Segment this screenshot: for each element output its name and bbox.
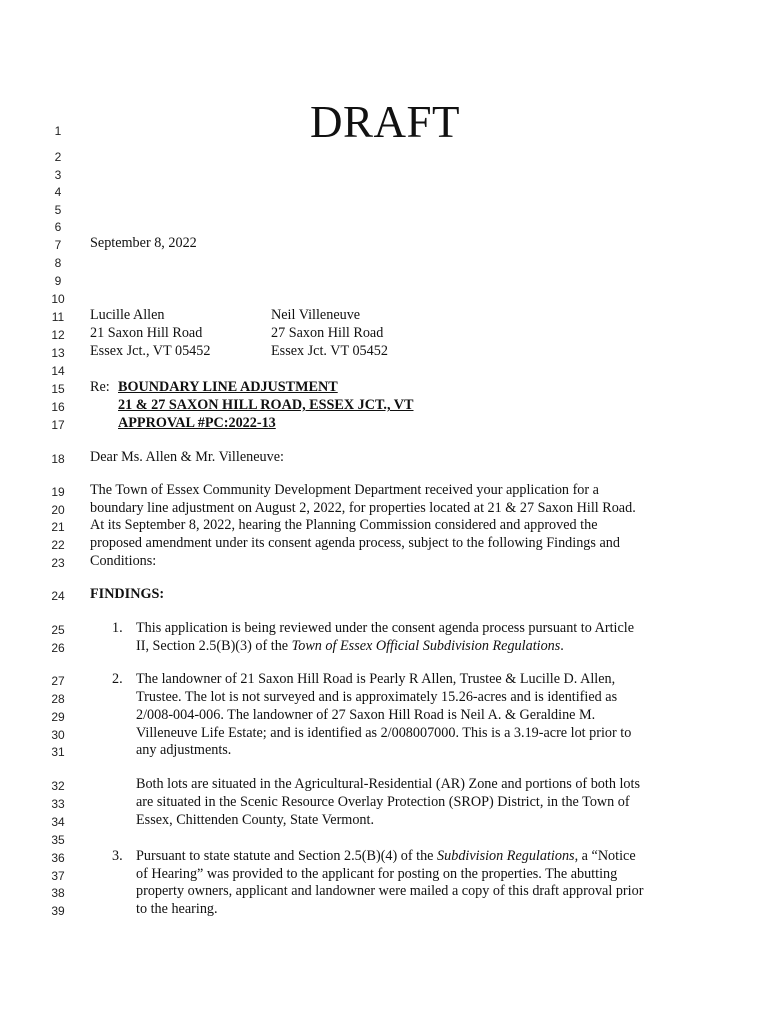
line-number: 10: [51, 292, 65, 306]
paragraph-line: are situated in the Scenic Resource Overlay Protection (SROP) District, in the Town of: [136, 794, 630, 810]
subject-line: 21 & 27 SAXON HILL ROAD, ESSEX JCT., VT: [118, 397, 414, 413]
paragraph-line: The landowner of 21 Saxon Hill Road is Pearly R Allen, Trustee & Lucille D. Allen,: [136, 671, 616, 687]
findings-heading: FINDINGS:: [90, 586, 165, 602]
line-number: 24: [51, 589, 65, 603]
paragraph-line: This application is being reviewed under the consent agenda process pursuant to Article: [136, 620, 634, 636]
line-number: 7: [54, 238, 62, 252]
recipient-street: 27 Saxon Hill Road: [271, 325, 384, 341]
subject-label: Re:: [90, 379, 110, 395]
line-number: 15: [51, 382, 65, 396]
line-number: 39: [51, 904, 65, 918]
line-number: 13: [51, 346, 65, 360]
line-number: 25: [51, 623, 65, 637]
line-number: 27: [51, 674, 65, 688]
regulation-title: Town of Essex Official Subdivision Regulations: [291, 638, 561, 654]
line-number: 35: [51, 833, 65, 847]
paragraph-line: of Hearing” was provided to the applicant for posting on the properties. The abutting: [136, 866, 618, 882]
line-number: 2: [54, 150, 62, 164]
regulation-title: Subdivision Regulations: [437, 848, 575, 864]
finding-number: 3.: [112, 848, 123, 864]
line-number: 33: [51, 797, 65, 811]
finding-number: 2.: [112, 671, 123, 687]
line-number: 21: [51, 520, 65, 534]
finding-number: 1.: [112, 620, 123, 636]
paragraph-line: Conditions:: [90, 553, 157, 569]
paragraph-line: 2/008-004-006. The landowner of 27 Saxon Hill Road is Neil A. & Geraldine M.: [136, 707, 596, 723]
line-number: 36: [51, 851, 65, 865]
line-number: 20: [51, 503, 65, 517]
paragraph-line: II, Section 2.5(B)(3) of the Town of Essex Official Subdivision Regulations.: [136, 638, 564, 654]
line-number: 17: [51, 418, 65, 432]
line-number: 30: [51, 728, 65, 742]
draft-heading: DRAFT: [310, 97, 461, 147]
paragraph-line: to the hearing.: [136, 901, 218, 917]
line-number: 3: [54, 168, 62, 182]
paragraph-line: The Town of Essex Community Development Department received your application for a: [90, 482, 599, 498]
paragraph-line: Trustee. The lot is not surveyed and is approximately 15.26-acres and is identified as: [136, 689, 618, 705]
paragraph-line: any adjustments.: [136, 742, 232, 758]
line-number: 12: [51, 328, 65, 342]
line-number: 18: [51, 452, 65, 466]
paragraph-line: proposed amendment under its consent agenda process, subject to the following Findings and: [90, 535, 620, 551]
line-number: 31: [51, 745, 65, 759]
recipient-city: Essex Jct. VT 05452: [271, 343, 388, 359]
paragraph-line: Pursuant to state statute and Section 2.5(B)(4) of the Subdivision Regulations, a “Notice: [136, 848, 636, 864]
line-number: 23: [51, 556, 65, 570]
line-number: 19: [51, 485, 65, 499]
subject-line: BOUNDARY LINE ADJUSTMENT: [118, 379, 338, 395]
line-number: 14: [51, 364, 65, 378]
line-number: 11: [51, 310, 65, 324]
line-number: 9: [54, 274, 62, 288]
recipient-name: Lucille Allen: [90, 307, 165, 323]
recipient-city: Essex Jct., VT 05452: [90, 343, 211, 359]
line-number: 28: [51, 692, 65, 706]
paragraph-line: At its September 8, 2022, hearing the Planning Commission considered and approved the: [90, 517, 598, 533]
line-number: 6: [54, 220, 62, 234]
recipient-name: Neil Villeneuve: [271, 307, 361, 323]
line-number: 1: [54, 124, 62, 138]
paragraph-line: property owners, applicant and landowner were mailed a copy of this draft approval prior: [136, 883, 644, 899]
line-number: 22: [51, 538, 65, 552]
paragraph-line: boundary line adjustment on August 2, 2022, for properties located at 21 & 27 Saxon Hill Road.: [90, 500, 636, 516]
line-number: 29: [51, 710, 65, 724]
salutation: Dear Ms. Allen & Mr. Villeneuve:: [90, 449, 284, 465]
line-number: 8: [54, 256, 62, 270]
line-number: 34: [51, 815, 65, 829]
line-number: 26: [51, 641, 65, 655]
line-number: 37: [51, 869, 65, 883]
line-number: 16: [51, 400, 65, 414]
line-number: 5: [54, 203, 62, 217]
paragraph-line: Essex, Chittenden County, State Vermont.: [136, 812, 375, 828]
line-number: 4: [54, 185, 62, 199]
letter-date: September 8, 2022: [90, 235, 197, 251]
line-number: 32: [51, 779, 65, 793]
subject-line: APPROVAL #PC:2022-13: [118, 415, 276, 431]
paragraph-line: Villeneuve Life Estate; and is identified as 2/008007000. This is a 3.19-acre lot prior to: [136, 725, 632, 741]
paragraph-line: Both lots are situated in the Agricultural-Residential (AR) Zone and portions of both lots: [136, 776, 640, 792]
line-number: 38: [51, 886, 65, 900]
recipient-street: 21 Saxon Hill Road: [90, 325, 203, 341]
